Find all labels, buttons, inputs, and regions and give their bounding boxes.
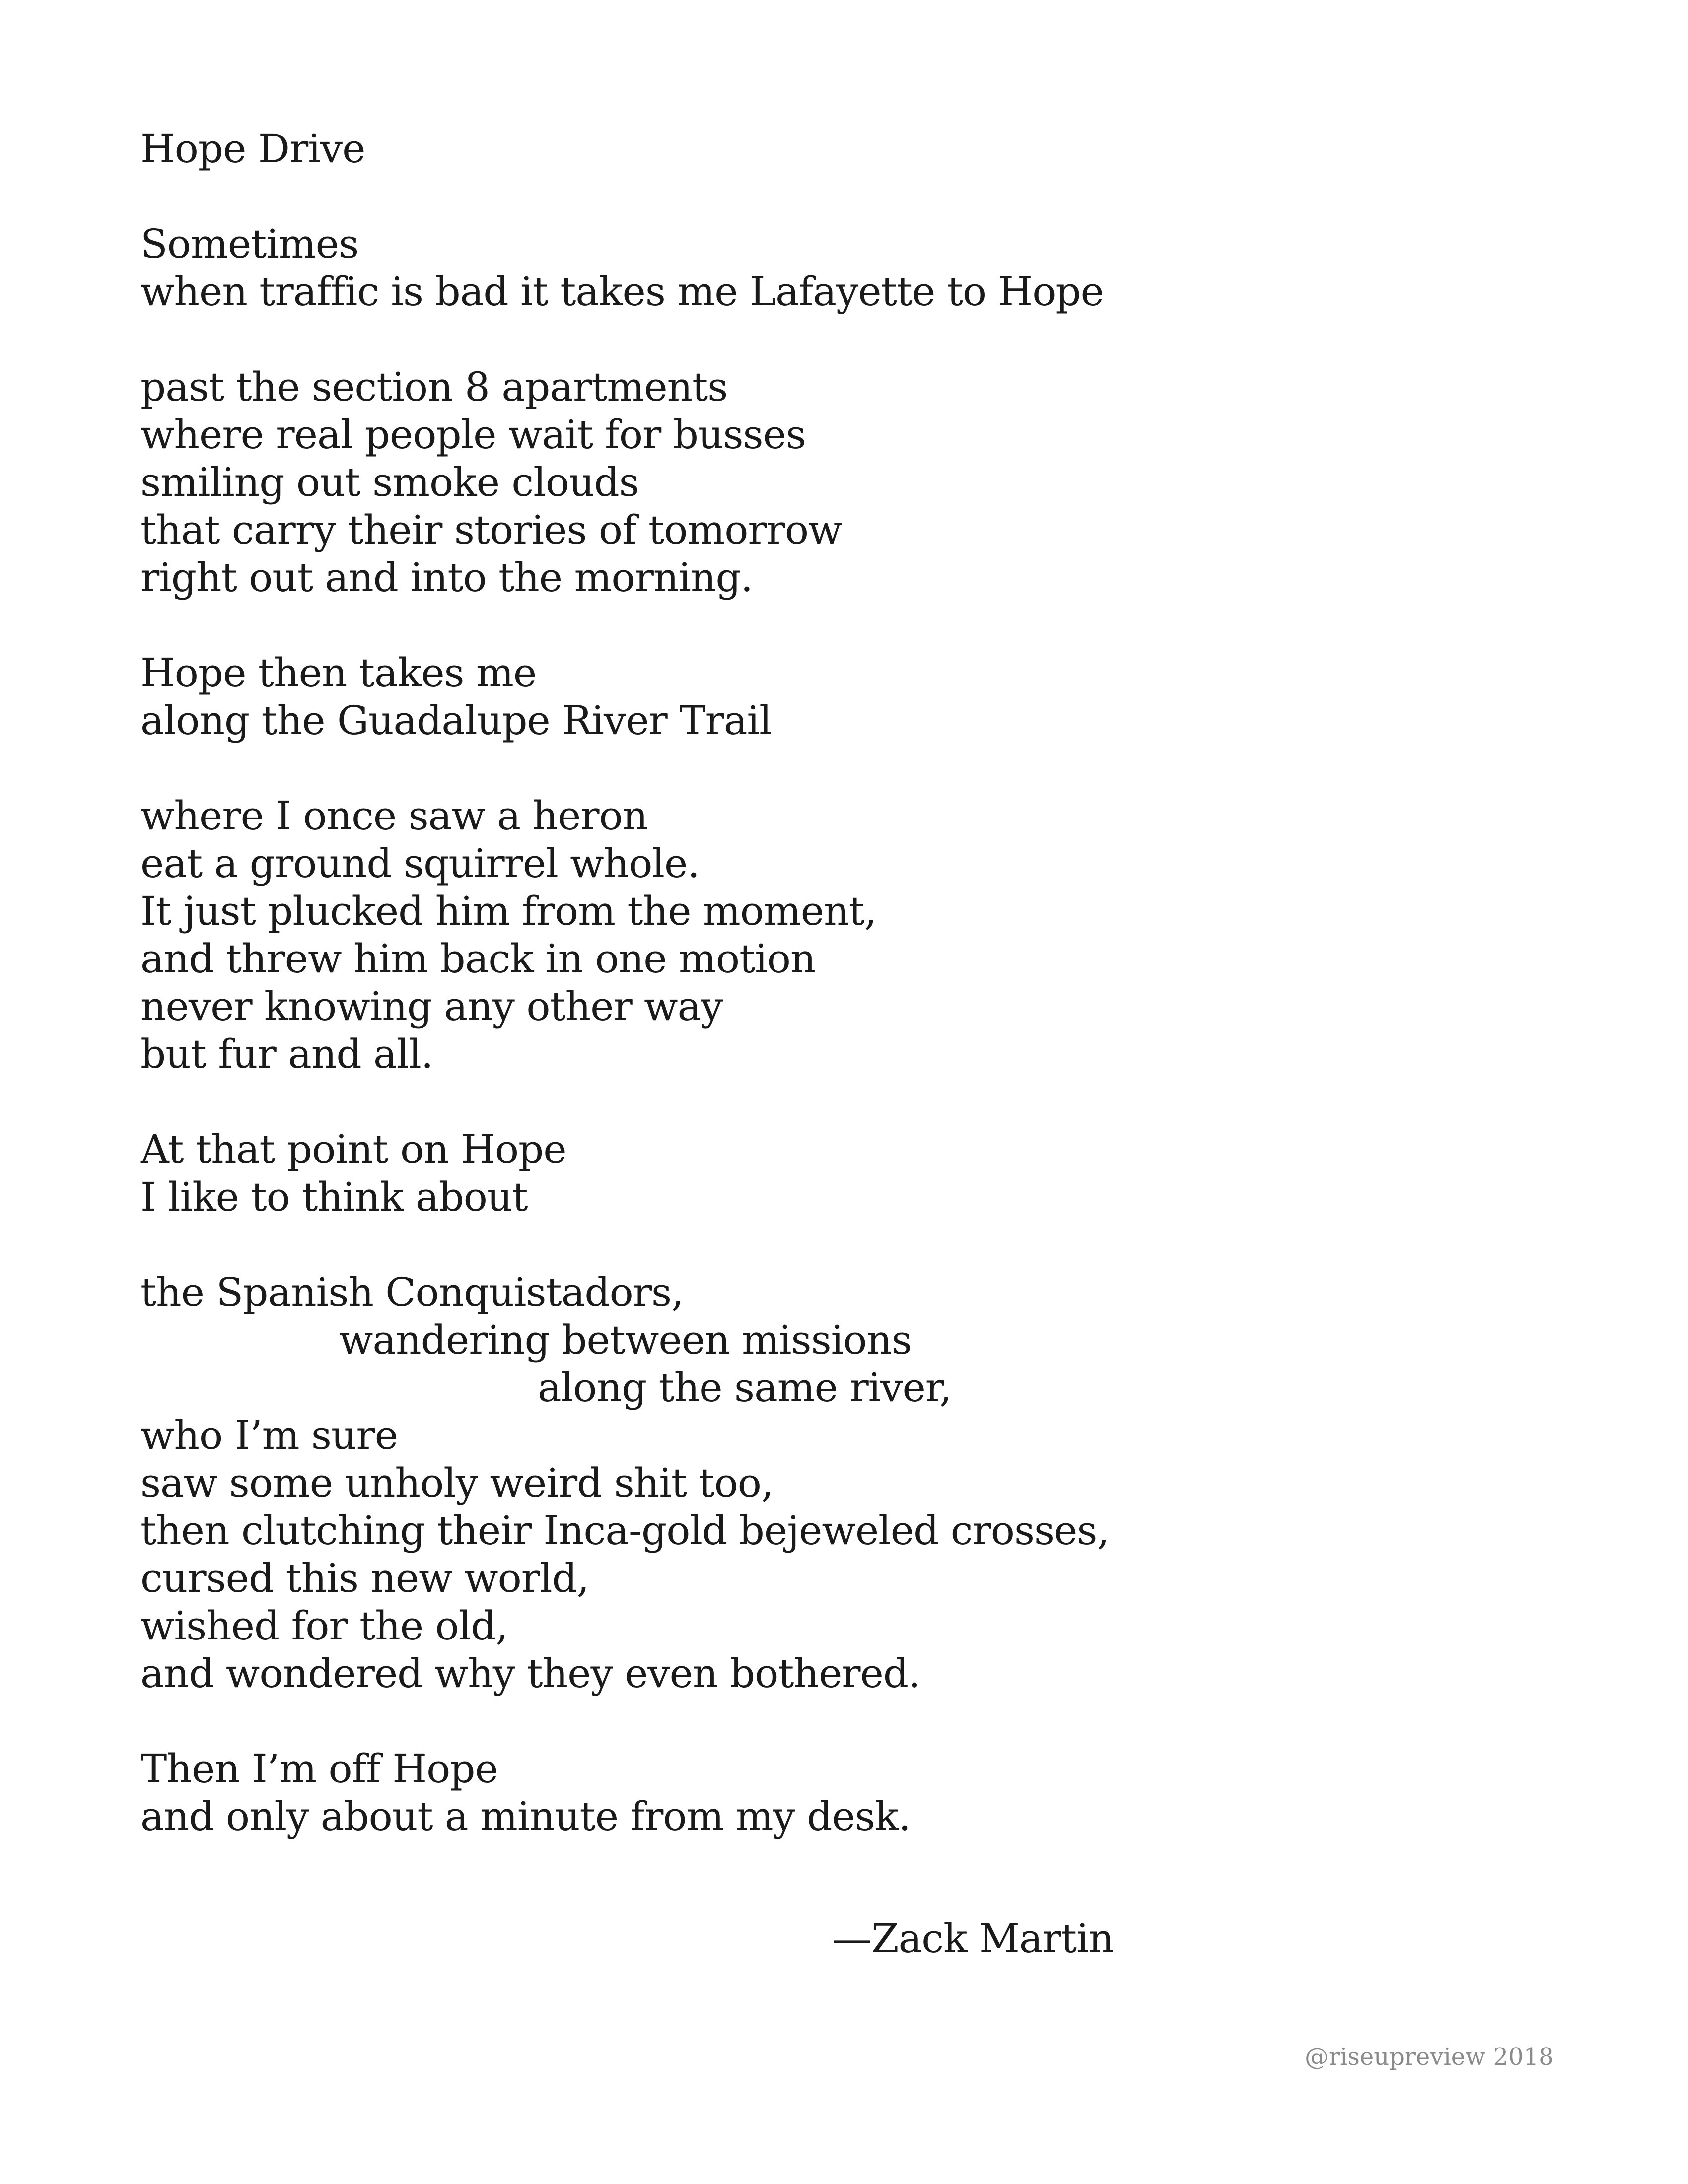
poem-line: eat a ground squirrel whole.: [141, 840, 700, 887]
poem-title: Hope Drive: [141, 126, 365, 172]
poem-line: and threw him back in one motion: [141, 936, 816, 982]
poem-line: the Spanish Conquistadors,: [141, 1269, 684, 1315]
poem-line: cursed this new world,: [141, 1555, 589, 1601]
poem-line: and wondered why they even bothered.: [141, 1650, 920, 1697]
poem-line: Sometimes: [141, 221, 359, 267]
poem-line: wished for the old,: [141, 1603, 508, 1649]
poem-line: along the Guadalupe River Trail: [141, 697, 772, 744]
poem-line: that carry their stories of tomorrow: [141, 507, 842, 553]
poem-line: but fur and all.: [141, 1031, 433, 1077]
poem-line: when traffic is bad it takes me Lafayette to Hope: [141, 269, 1104, 315]
poem-line: where real people wait for busses: [141, 411, 806, 458]
poem-line: Then I’m off Hope: [141, 1746, 498, 1792]
poem-line-indented: along the same river,: [538, 1365, 952, 1411]
poem-author: —Zack Martin: [832, 1915, 1114, 1962]
poem-line: and only about a minute from my desk.: [141, 1793, 911, 1840]
poem-line: smiling out smoke clouds: [141, 459, 639, 505]
poem-line: who I’m sure: [141, 1412, 398, 1458]
poem-line: Hope then takes me: [141, 650, 537, 696]
poem-line: saw some unholy weird shit too,: [141, 1460, 774, 1506]
poem-line-indented: wandering between missions: [339, 1317, 912, 1363]
poem-line: never knowing any other way: [141, 983, 723, 1029]
poem-line: past the section 8 apartments: [141, 364, 728, 410]
poem-line: It just plucked him from the moment,: [141, 888, 877, 934]
copyright-credit: @riseupreview 2018: [1305, 2043, 1554, 2071]
poem-line: right out and into the morning.: [141, 554, 753, 601]
poem-line: where I once saw a heron: [141, 793, 648, 839]
poem-line: I like to think about: [141, 1174, 528, 1220]
poem-line: At that point on Hope: [141, 1126, 566, 1172]
poem-line: then clutching their Inca-gold bejeweled crosses,: [141, 1507, 1109, 1554]
